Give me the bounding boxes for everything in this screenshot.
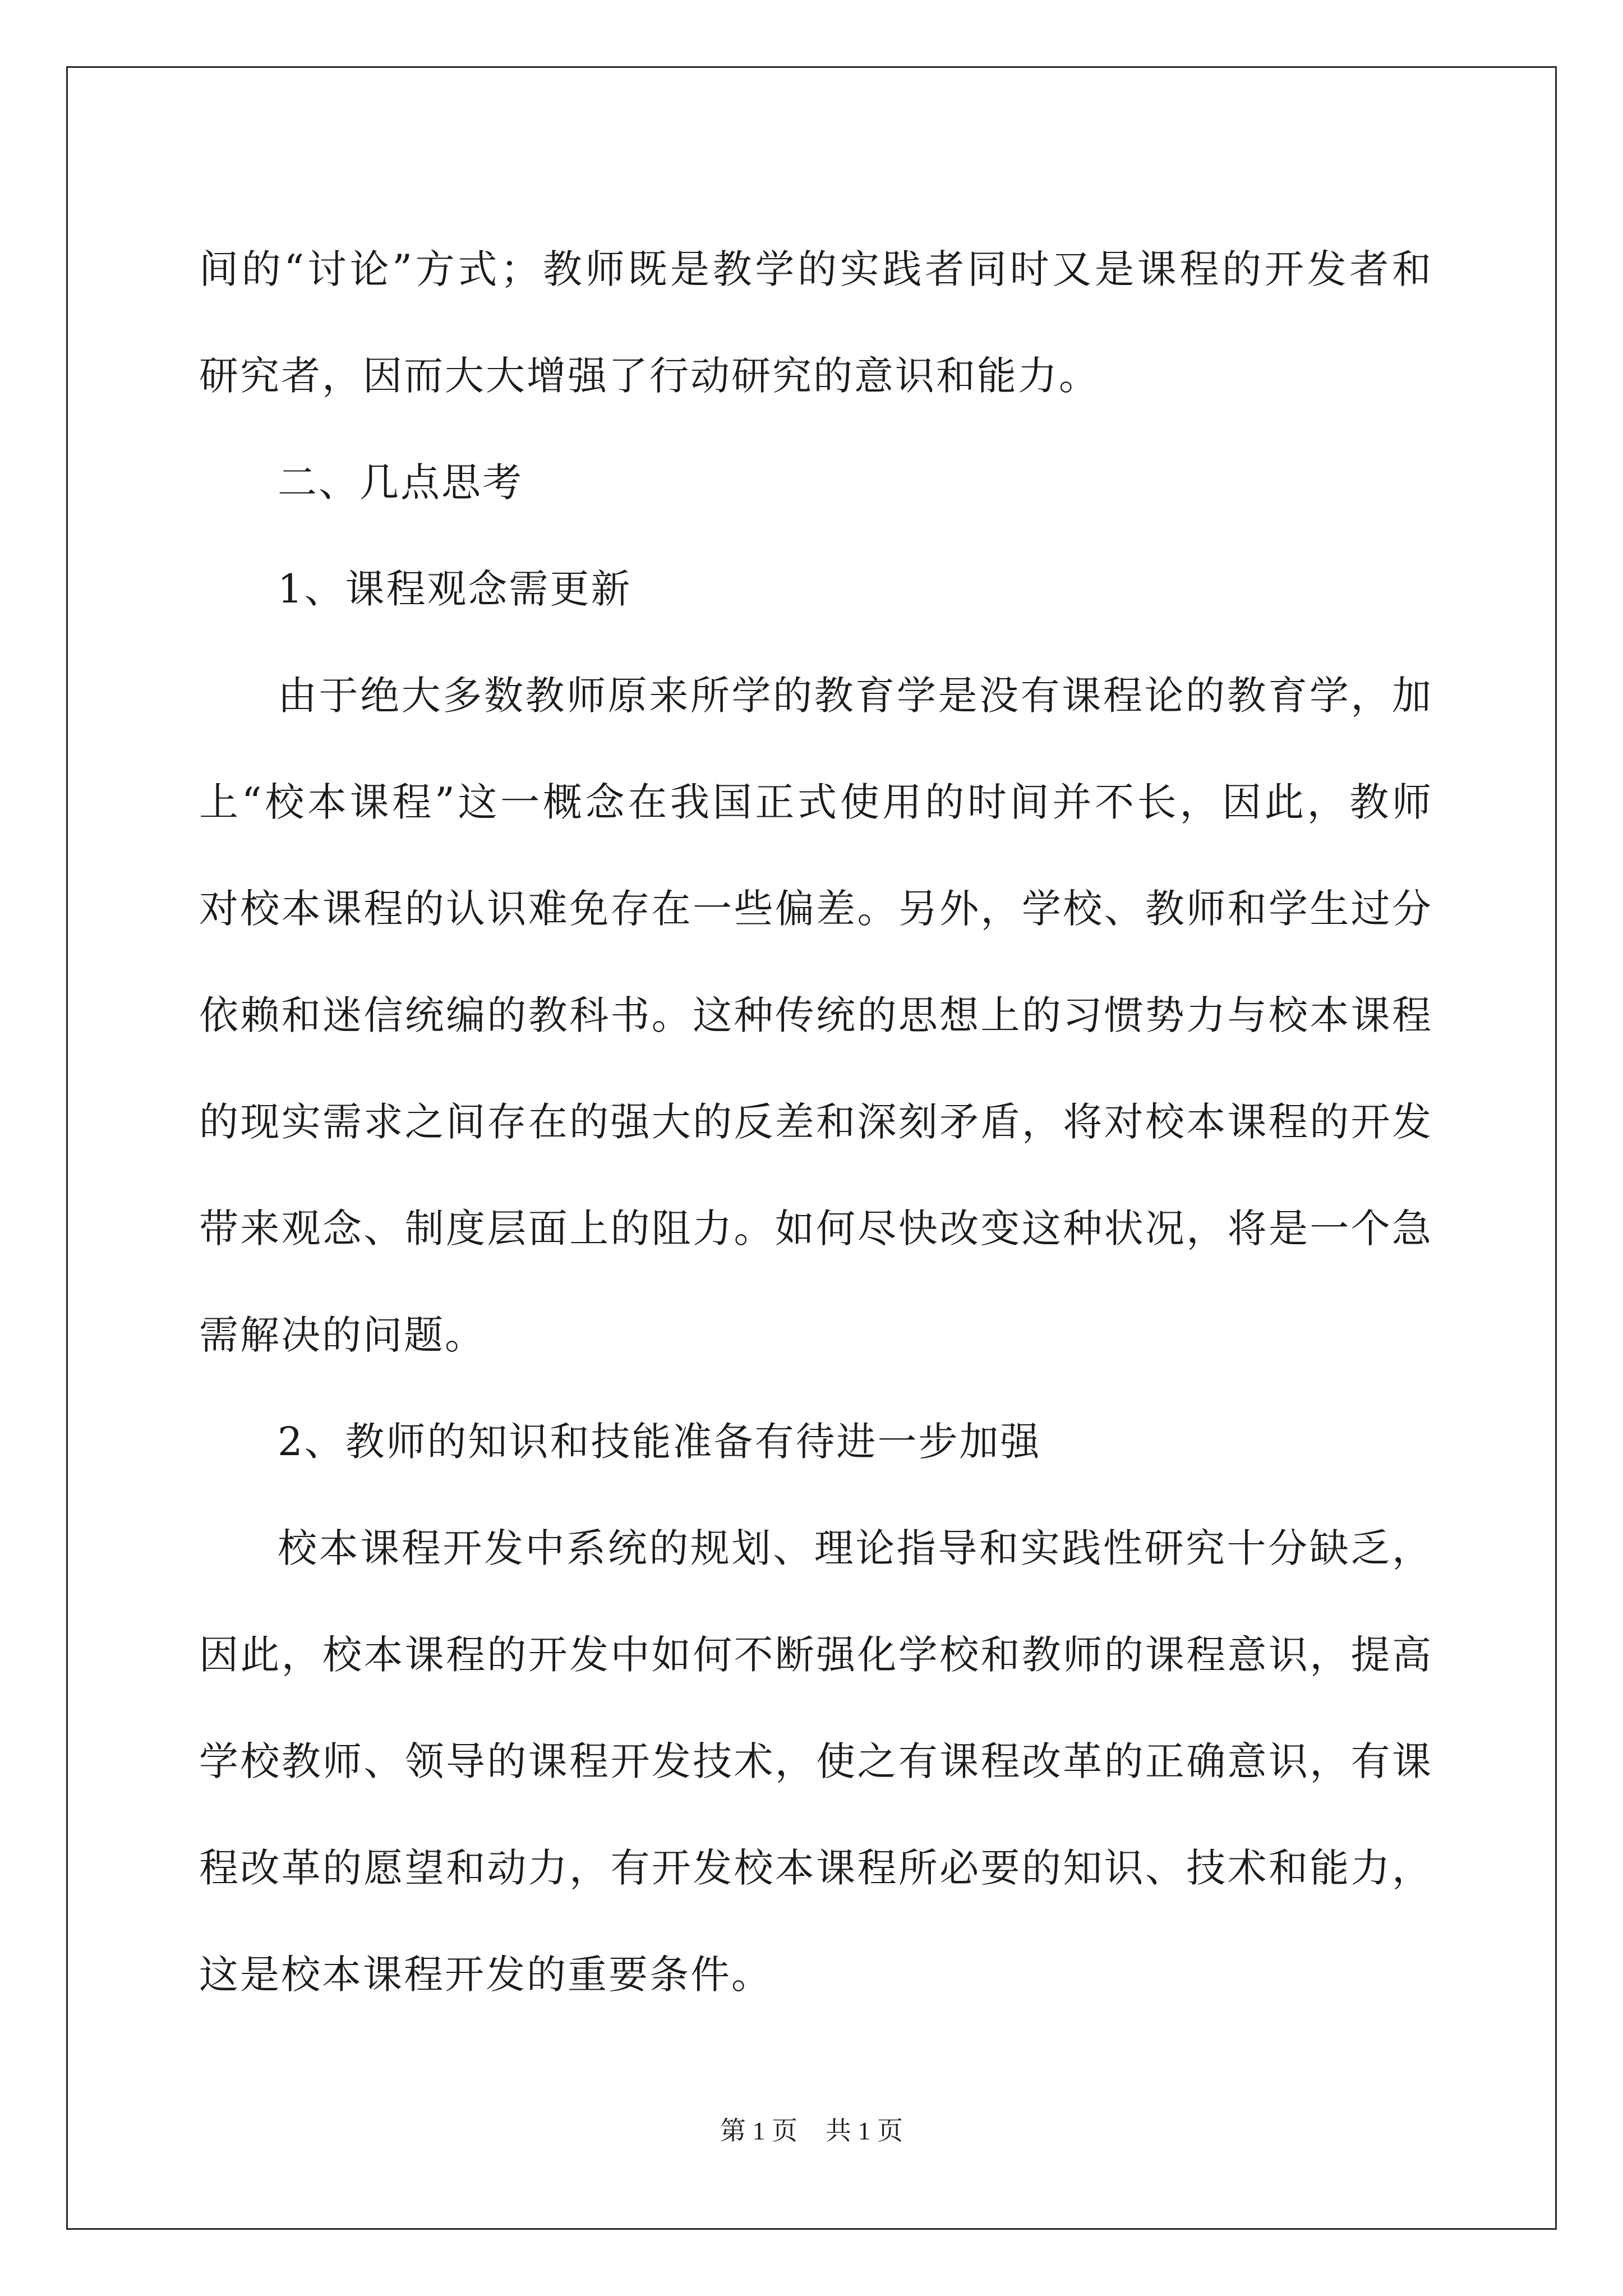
page-footer — [0, 2110, 1623, 2147]
paragraph-line: 对校本课程的认识难免存在一些偏差。另外，学校、教师和学生过分 — [199, 886, 1433, 932]
paragraph-line: 学校教师、领导的课程开发技术，使之有课程改革的正确意识，有课 — [199, 1738, 1433, 1784]
paragraph-line: 因此，校本课程的开发中如何不断强化学校和教师的课程意识，提高 — [199, 1632, 1433, 1678]
paragraph-line: 带来观念、制度层面上的阻力。如何尽快改变这种状况，将是一个急 — [199, 1205, 1433, 1251]
document-body — [199, 216, 1433, 2028]
paragraph-line: 依赖和迷信统编的教科书。这种传统的思想上的习惯势力与校本课程 — [199, 992, 1433, 1038]
paragraph-line: 由于绝大多数教师原来所学的教育学是没有课程论的教育学，加 — [278, 673, 1433, 719]
paragraph-line: 研究者，因而大大增强了行动研究的意识和能力。 — [199, 353, 1100, 399]
subsection-heading: 1、课程观念需更新 — [278, 566, 632, 612]
paragraph-line: 程改革的愿望和动力，有开发校本课程所必要的知识、技术和能力， — [199, 1845, 1433, 1891]
paragraph-line: 间的“讨论”方式；教师既是教学的实践者同时又是课程的开发者和 — [199, 246, 1433, 292]
subsection-heading: 2、教师的知识和技能准备有待进一步加强 — [278, 1419, 1041, 1465]
paragraph-line: 需解决的问题。 — [199, 1312, 486, 1358]
section-heading: 二、几点思考 — [278, 459, 523, 505]
paragraph-line: 上“校本课程”这一概念在我国正式使用的时间并不长，因此，教师 — [199, 779, 1433, 825]
paragraph-line: 校本课程开发中系统的规划、理论指导和实践性研究十分缺乏， — [278, 1525, 1433, 1571]
paragraph-line: 的现实需求之间存在的强大的反差和深刻矛盾，将对校本课程的开发 — [199, 1099, 1433, 1145]
paragraph-line: 这是校本课程开发的重要条件。 — [199, 1952, 772, 1998]
page-total: 共 1 页 — [826, 2116, 903, 2145]
page-number: 第 1 页 — [720, 2116, 797, 2145]
